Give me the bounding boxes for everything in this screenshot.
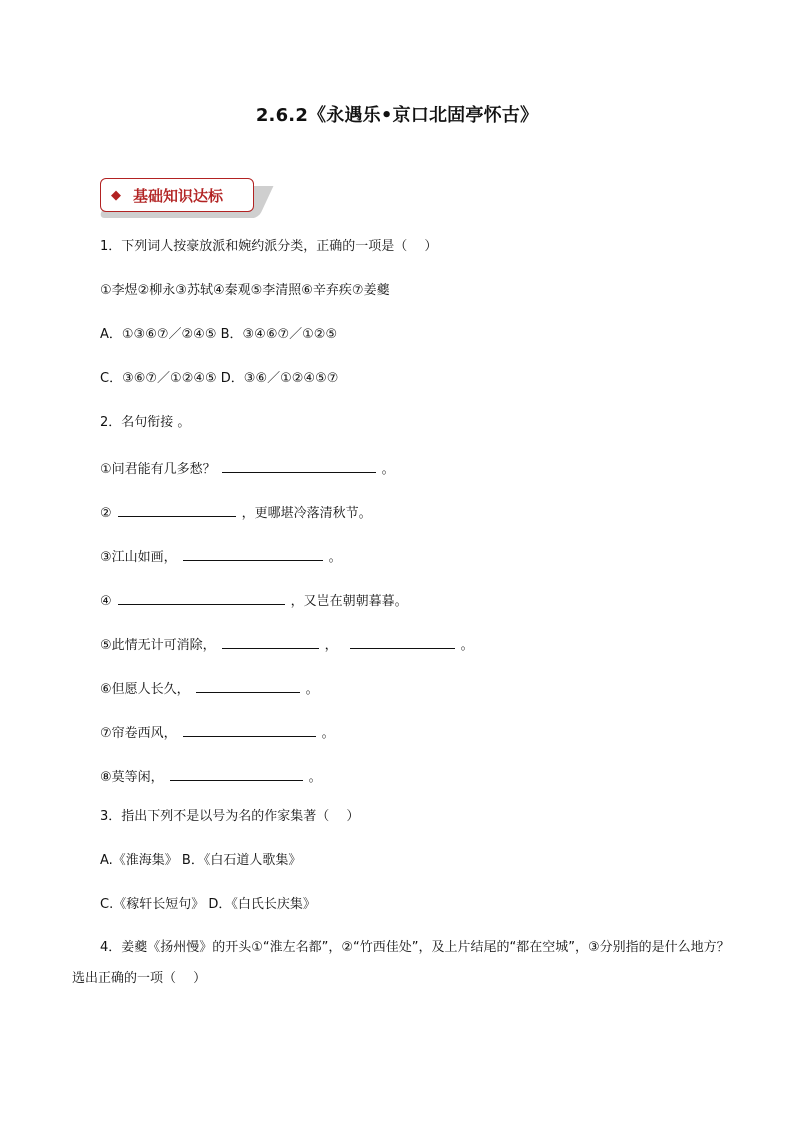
q1-options-cd: C．③⑥⑦／①②④⑤ D．③⑥／①②④⑤⑦: [100, 371, 339, 386]
q2-item-5-prefix: ⑤此情无计可消除，: [100, 638, 216, 653]
q2-item-6-blank[interactable]: [196, 678, 300, 693]
section-label: 基础知识达标: [133, 186, 224, 205]
q2-item-1: [100, 458, 395, 479]
q2-item-5-suffix: 。: [460, 638, 474, 653]
q2-item-3: [100, 546, 342, 567]
q2-item-6-prefix: ⑥但愿人长久，: [100, 682, 190, 697]
q2-item-3-prefix: ③江山如画，: [100, 550, 177, 565]
q2-item-5-blank-1[interactable]: [222, 634, 319, 649]
q2-item-7: [100, 722, 335, 743]
q2-item-5-blank-2[interactable]: [350, 634, 455, 649]
q2-item-2-blank[interactable]: [118, 502, 236, 517]
q2-item-4-prefix: ④: [100, 594, 112, 609]
q2-item-4-suffix: ，又岂在朝朝暮暮。: [290, 594, 408, 609]
document-title: 2.6.2《永遇乐•京口北固亭怀古》: [255, 105, 539, 126]
q4-text: 4．姜夔《扬州慢》的开头①“淮左名都”，②“竹西佳处”，及上片结尾的“都在空城”，③分别指的是什么地方？选出正确的一项（ ）: [72, 940, 730, 986]
q2-item-7-prefix: ⑦帘卷西风，: [100, 726, 177, 741]
q2-stem: 2．名句衔接 。: [100, 415, 191, 430]
q2-item-6-suffix: 。: [305, 682, 319, 697]
section-header-box: [100, 178, 254, 212]
q2-item-1-prefix: ①问君能有几多愁？: [100, 462, 216, 477]
q3-stem: 3．指出下列不是以号为名的作家集著（ ）: [100, 809, 360, 824]
q2-item-6: [100, 678, 319, 699]
q2-item-7-suffix: 。: [321, 726, 335, 741]
q2-item-8: [100, 766, 322, 787]
q2-item-8-blank[interactable]: [170, 766, 303, 781]
q2-item-5-middle: ，: [324, 638, 338, 653]
q2-item-2: [100, 502, 372, 523]
q2-item-8-prefix: ⑧莫等闲，: [100, 770, 164, 785]
q1-options-ab: A．①③⑥⑦／②④⑤ B．③④⑥⑦／①②⑤: [100, 327, 338, 342]
q3-options-ab: A.《淮海集》 B．《白石道人歌集》: [100, 853, 302, 868]
q2-item-7-blank[interactable]: [183, 722, 316, 737]
q2-item-1-suffix: 。: [381, 462, 395, 477]
q2-item-1-blank[interactable]: [222, 458, 376, 473]
q2-item-3-suffix: 。: [328, 550, 342, 565]
q2-item-5: [100, 634, 474, 655]
q3-options-cd: C.《稼轩长短句》 D．《白氏长庆集》: [100, 897, 316, 912]
diamond-icon: ◆: [111, 187, 121, 203]
q2-item-4: [100, 590, 408, 611]
section-header: [100, 178, 270, 218]
q2-item-4-blank[interactable]: [118, 590, 285, 605]
q1-list: ①李煜②柳永③苏轼④秦观⑤李清照⑥辛弃疾⑦姜夔: [100, 283, 390, 298]
q2-item-8-suffix: 。: [308, 770, 322, 785]
q2-item-2-prefix: ②: [100, 506, 112, 521]
q1-stem: 1．下列词人按豪放派和婉约派分类，正确的一项是（ ）: [100, 239, 438, 254]
q2-item-2-suffix: ，更哪堪冷落清秋节。: [241, 506, 372, 521]
q2-item-3-blank[interactable]: [183, 546, 323, 561]
